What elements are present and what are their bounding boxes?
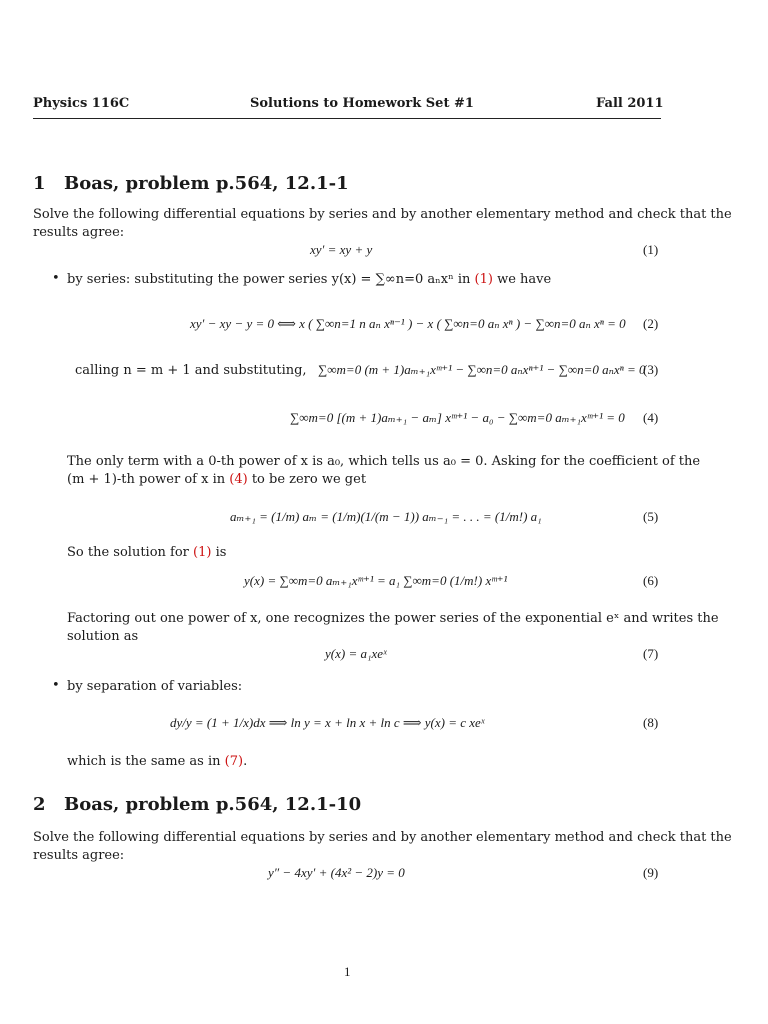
paragraph-1-line2b: to be zero we get	[251, 472, 367, 487]
paragraph-4a: which is the same as in	[67, 754, 221, 769]
equation-4-number: (4)	[643, 410, 659, 425]
equation-3-number: (3)	[643, 362, 659, 377]
paragraph-3-line1: Factoring out one power of x, one recognizes the power series of the exponential eˣ and writes the	[67, 611, 719, 626]
equation-7: y(x) = a₁xeˣ	[325, 646, 387, 661]
bullet-2-text: by separation of variables:	[67, 679, 243, 694]
equation-2-number: (2)	[643, 316, 659, 331]
equation-1: xy′ = xy + y	[310, 242, 373, 257]
paragraph-2b: is	[215, 545, 227, 560]
paragraph-1-line2	[67, 471, 366, 489]
section-1-intro-line2: results agree:	[33, 225, 125, 240]
document-title: Solutions to Homework Set #1	[250, 96, 474, 111]
section-2-number: 2	[33, 794, 46, 815]
term: Fall 2011	[596, 96, 664, 111]
paragraph-1-line1: The only term with a 0-th power of x is a₀, which tells us a₀ = 0. Asking for the coefficient of the	[67, 454, 701, 469]
section-2-intro-line1: Solve the following differential equations by series and by another elementary method and check that the	[33, 830, 732, 845]
paragraph-4	[67, 753, 247, 771]
equation-4: ∑∞m=0 [(m + 1)aₘ₊₁ − aₘ] xᵐ⁺¹ − a₀ − ∑∞m=0 aₘ₊₁xᵐ⁺¹ = 0	[290, 410, 625, 425]
header-rule	[33, 118, 661, 119]
ref-eq-1-b[interactable]: (1)	[193, 545, 212, 560]
equation-9-number: (9)	[643, 865, 659, 880]
equation-5-number: (5)	[643, 509, 659, 524]
course-name: Physics 116C	[33, 96, 130, 111]
equation-9: y″ − 4xy′ + (4x² − 2)y = 0	[268, 865, 405, 880]
bullet-1-marker: •	[52, 271, 60, 286]
equation-3: ∑∞m=0 (m + 1)aₘ₊₁xᵐ⁺¹ − ∑∞n=0 aₙxⁿ⁺¹ − ∑∞n=0 aₙxⁿ = 0	[318, 362, 646, 377]
section-1-number: 1	[33, 173, 46, 194]
equation-6-number: (6)	[643, 573, 659, 588]
bullet-2-marker: •	[52, 678, 60, 693]
page-number: 1	[344, 964, 351, 979]
equation-6: y(x) = ∑∞m=0 aₘ₊₁xᵐ⁺¹ = a₁ ∑∞m=0 (1/m!) xᵐ⁺¹	[244, 573, 508, 588]
equation-3-label: calling n = m + 1 and substituting,	[75, 363, 307, 378]
paragraph-3-line2: solution as	[67, 629, 139, 644]
equation-2: xy′ − xy − y = 0 ⟺ x ( ∑∞n=1 n aₙ xⁿ⁻¹ ) − x ( ∑∞n=0 aₙ xⁿ ) − ∑∞n=0 aₙ xⁿ = 0	[190, 316, 626, 331]
paragraph-4b: .	[243, 754, 248, 769]
equation-7-number: (7)	[643, 646, 659, 661]
section-2-title: Boas, problem p.564, 12.1-10	[64, 794, 362, 815]
bullet-1	[67, 271, 551, 289]
bullet-1-text: by series: substituting the power series y(x) = ∑∞n=0 aₙxⁿ in	[67, 272, 471, 287]
equation-8: dy/y = (1 + 1/x)dx ⟹ ln y = x + ln x + ln c ⟹ y(x) = c xeˣ	[170, 715, 485, 730]
equation-8-number: (8)	[643, 715, 659, 730]
section-2-intro-line2: results agree:	[33, 848, 125, 863]
bullet-1-tail: we have	[497, 272, 552, 287]
paragraph-2a: So the solution for	[67, 545, 189, 560]
paragraph-2	[67, 544, 226, 562]
section-1-intro-line1: Solve the following differential equations by series and by another elementary method and check that the	[33, 207, 732, 222]
paragraph-1-line2a: (m + 1)-th power of x in	[67, 472, 226, 487]
equation-5: aₘ₊₁ = (1/m) aₘ = (1/m)(1/(m − 1)) aₘ₋₁ = . . . = (1/m!) a₁	[230, 509, 542, 524]
section-1-title: Boas, problem p.564, 12.1-1	[64, 173, 349, 194]
ref-eq-7[interactable]: (7)	[224, 754, 244, 769]
ref-eq-4[interactable]: (4)	[229, 472, 248, 487]
ref-eq-1[interactable]: (1)	[474, 272, 493, 287]
equation-1-number: (1)	[643, 242, 659, 257]
